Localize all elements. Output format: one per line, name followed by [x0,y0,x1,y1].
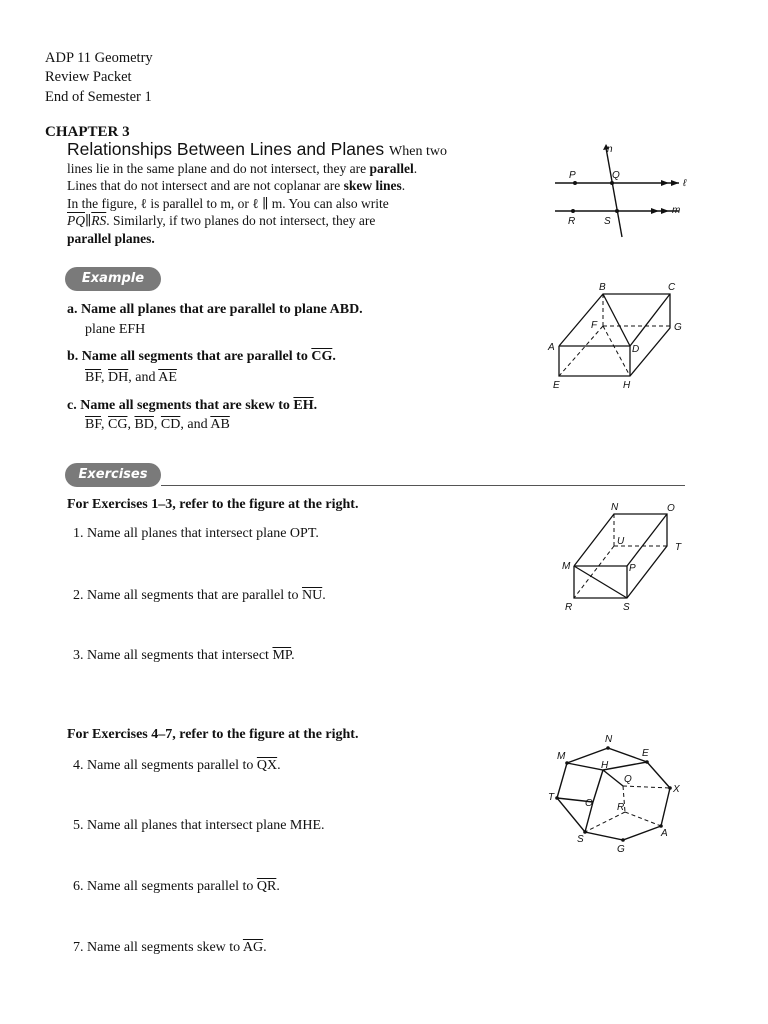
intro-line [67,177,527,194]
intro-line [67,230,527,247]
segment-eh: $\overline{EH}$ [293,398,314,413]
edge-hq [603,770,623,786]
edge-bd [603,294,630,346]
exercises-pill: Exercises [65,463,161,487]
label-p: P [629,563,636,574]
vertex-dot [583,830,587,834]
segment-ab: $\overline{AB}$ [210,417,230,432]
answer-and: , and [180,417,208,432]
label-m: m [672,205,681,216]
prism-outline [574,514,667,598]
answer-and: , and [128,370,156,385]
label-m: M [557,751,566,762]
question-text: c. Name all segments that are skew to [67,398,290,413]
segment-mp: $\overline{MP}$ [272,648,292,663]
vertex-dot [645,760,649,764]
label-q: Q [612,170,620,181]
label-g: G [617,844,625,855]
intro-text: lines lie in the same plane and do not intersect, they are [67,161,370,176]
intro-paragraph [67,160,527,247]
label-l: ℓ [683,178,687,189]
arrow-head [661,180,669,186]
segment-cg: $\overline{CG}$ [311,349,333,364]
exercise-2 [73,588,326,604]
label-f: F [591,320,598,331]
exercise-text: 4. Name all segments parallel to [73,758,254,773]
hidden-edge-ur [574,546,614,598]
question-text: b. Name all segments that are parallel to [67,349,308,364]
hidden-edge-fe [559,326,603,376]
intro-text: Lines that do not intersect and are not coplanar are [67,178,344,194]
intro-text: . [413,161,418,176]
semester-title: End of Semester 1 [45,89,152,105]
term-parallel-planes: parallel planes. [67,230,155,246]
prism-mnop-figure [560,498,695,613]
segment-bf: $\overline{BF}$ [85,417,102,432]
exercise-1: 1. Name all planes that intersect plane OPT. [73,526,319,541]
example-c-answer: $\overline{BF}$, $\overline{CG}$, $\overline{BD}$, $\overline{CD}$, and $\overline{AB}$ [85,417,230,432]
label-r: R [565,602,573,613]
vertex-dot [621,838,625,842]
polyhedron-figure [545,728,690,858]
label-q: Q [624,774,632,785]
label-h: H [601,760,609,771]
course-title: ADP 11 Geometry [45,50,153,66]
label-s: S [623,602,630,613]
edge-ho [593,770,603,802]
segment-bd: $\overline{BD}$ [134,417,154,432]
prism-outline [559,294,670,376]
exercise-5: 5. Name all planes that intersect plane MHE. [73,818,325,833]
example-c-question [67,396,317,416]
label-o: O [585,798,593,809]
hidden-edge-rs [585,812,625,832]
exercise-end: . [277,758,281,773]
label-m: M [562,561,571,572]
point-p [573,181,577,185]
label-a: A [548,342,555,353]
segment-cd: $\overline{CD}$ [160,417,181,432]
segment-ae: $\overline{AE}$ [158,370,177,385]
segment-pq: $\overline{PQ}$ [67,213,85,229]
packet-title: Review Packet [45,69,132,85]
edge-ms [574,566,627,598]
label-n: n [607,144,613,155]
segment-ag: $\overline{AG}$ [242,940,264,955]
intro-line [67,212,527,229]
label-e: E [642,748,649,759]
poly-outline [557,748,670,840]
exercise-4 [73,758,281,774]
parallel-symbol: ∥ [85,213,92,229]
segment-qr: $\overline{QR}$ [256,879,277,894]
edge-po [627,514,667,566]
label-x: X [673,784,680,795]
exercise-end: . [322,588,326,603]
exercises-1-3-heading: For Exercises 1–3, refer to the figure at the right. [67,497,359,512]
exercise-7 [73,940,267,956]
edge-dc [630,294,670,346]
hidden-edge-fh [603,326,630,376]
example-b-question [67,347,336,367]
label-h: H [623,380,631,391]
exercises-divider [161,485,685,486]
exercise-6 [73,879,280,895]
question-text: a. Name all planes that are parallel to plane ABD. [67,302,363,317]
segment-nu: $\overline{NU}$ [301,588,323,603]
label-r: R [617,802,625,813]
section-lead: When two [389,144,447,159]
label-a: A [661,828,668,839]
intro-line: In the figure, ℓ is parallel to m, or ℓ ∥ m. You can also write [67,195,389,211]
segment-dh: $\overline{DH}$ [108,370,129,385]
label-c: C [668,282,676,293]
label-p: P [569,170,576,181]
exercise-end: . [291,648,295,663]
exercise-3 [73,648,295,664]
example-b-answer: $\overline{BF}$, $\overline{DH}$, and $\overline{AE}$ [85,370,177,385]
label-d: D [632,344,640,355]
vertex-dot [565,761,569,765]
example-pill: Example [65,267,161,291]
exercise-text: 6. Name all segments parallel to [73,879,254,894]
question-end: . [313,398,318,413]
label-n: N [605,734,613,745]
label-s: S [604,216,611,227]
label-u: U [617,536,625,547]
point-r [571,209,575,213]
label-g: G [674,322,682,333]
prism-abcd-figure [545,280,690,395]
segment-cg: $\overline{CG}$ [108,417,128,432]
hidden-edge-ra [625,812,661,826]
vertex-dot [606,746,610,750]
label-b: B [599,282,606,293]
label-r: R [568,216,576,227]
term-skew: skew lines [343,178,402,194]
label-o: O [667,503,675,514]
label-e: E [553,380,560,391]
label-t: T [548,792,555,803]
exercise-text: 3. Name all segments that intersect [73,648,269,663]
hidden-edge-qx [623,786,670,788]
segment-bf: $\overline{BF}$ [85,370,102,385]
chapter-heading: CHAPTER 3 [45,124,130,140]
arrow-head [671,180,679,186]
point-s [615,209,619,213]
label-s: S [577,834,584,845]
intro-text: . Similarly, if two planes do not intersect, they are [106,213,376,229]
segment-qx: $\overline{QX}$ [256,758,278,773]
term-parallel: parallel [369,161,414,176]
exercise-end: . [263,940,267,955]
arrow-head [651,208,659,214]
exercise-end: . [276,879,280,894]
exercise-text: 7. Name all segments skew to [73,940,241,955]
label-t: T [675,542,682,553]
section-title-text: Relationships Between Lines and Planes [67,139,385,159]
example-a-question [67,300,363,320]
intro-line [67,160,527,177]
segment-rs: $\overline{RS}$ [91,213,107,229]
section-title [67,139,447,160]
label-n: N [611,502,619,513]
exercise-text: 2. Name all segments that are parallel to [73,588,299,603]
parallel-lines-figure [555,140,695,235]
exercises-4-7-heading: For Exercises 4–7, refer to the figure at the right. [67,727,359,742]
point-q [610,181,614,185]
intro-text: . [401,178,406,194]
vertex-dot [555,796,559,800]
vertex-dot [668,786,672,790]
example-a-answer: plane EFH [85,322,146,337]
question-end: . [332,349,336,364]
arrow-head [661,208,669,214]
